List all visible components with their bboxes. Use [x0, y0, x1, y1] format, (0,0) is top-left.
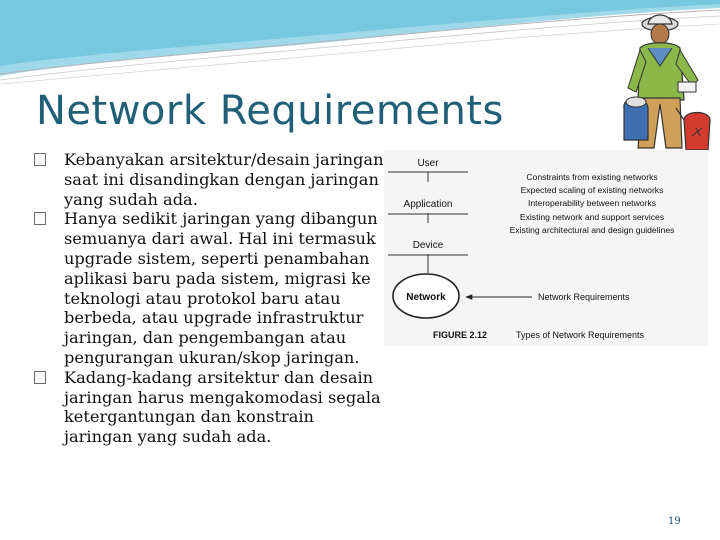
- bullet-text: Kebanyakan arsitektur/desain jaringan saat ini disandingkan dengan jaringan yang sudah ada.: [64, 150, 384, 209]
- constraint-line-4: Existing network and support services: [519, 212, 665, 222]
- constraint-line-3: Interoperability between networks: [527, 198, 657, 208]
- bullet-item: [34, 150, 384, 209]
- constraint-line-5: Existing architectural and design guidelines: [509, 225, 675, 235]
- slide-title: Network Requirements: [36, 88, 504, 134]
- hollow-square-bullet-icon: [34, 212, 46, 225]
- constraint-line-2: Expected scaling of existing networks: [520, 185, 664, 195]
- hiker-clipart-icon: [618, 8, 718, 158]
- figure-number: FIGURE 2.12: [433, 330, 488, 340]
- layer-application-label: Application: [403, 199, 453, 210]
- network-requirements-figure: [384, 150, 708, 346]
- bullet-text: Hanya sedikit jaringan yang dibangun semuanya dari awal. Hal ini termasuk upgrade sistem, seperti penambahan aplikasi baru pada sistem, migrasi ke teknologi atau protokol baru atau berbeda, atau upgrade infrastruktur jaringan, dan pengembangan atau pengurangan ukuran/skop jaringan.: [64, 209, 378, 367]
- network-label: Network: [406, 292, 446, 303]
- bullet-item: [34, 209, 384, 367]
- figure-caption: Types of Network Requirements: [516, 330, 645, 340]
- page-number: 19: [668, 516, 681, 527]
- bullet-item: [34, 368, 384, 447]
- layer-device-label: Device: [412, 240, 444, 251]
- bullet-text: Kadang-kadang arsitektur dan desain jaringan harus mengakomodasi segala ketergantungan dan konstrain jaringan yang sudah ada.: [64, 367, 381, 447]
- bullet-list: [34, 150, 384, 447]
- hollow-square-bullet-icon: [34, 371, 46, 384]
- requirements-label: Network Requirements: [538, 292, 630, 302]
- figure-diagram: [384, 150, 708, 346]
- layer-user-label: User: [417, 158, 439, 169]
- header-wave-decoration: [0, 0, 720, 90]
- hollow-square-bullet-icon: [34, 153, 46, 166]
- constraint-line-1: Constraints from existing networks: [526, 172, 658, 182]
